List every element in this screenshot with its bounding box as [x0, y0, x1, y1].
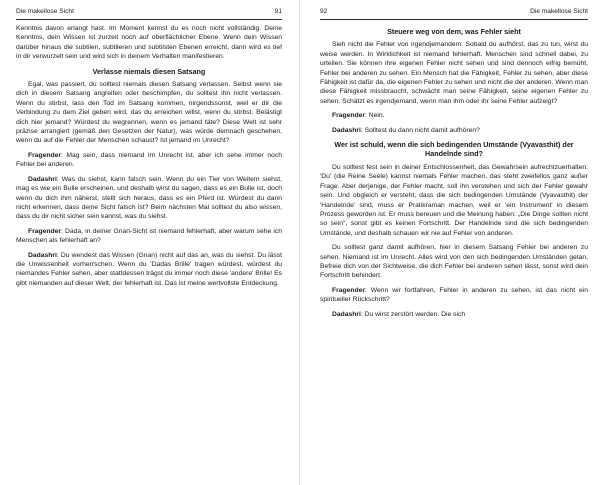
paragraph: Sieh nicht die Fehler von irgendjemandem. Sobald du aufhörst, das zu tun, wirst du weise werden. In Wirklichkeit ist niemand fehlerhaft. Menschen sind schnell dabei, zu urteilen. Sie können ihre eigenen Fehler nicht sehen und sind dennoch eifrig bemüht, Fehler bei anderen zu sehen. Ein Mensch hat die Fähigkeit, Fehler zu sehen, aber diese Fähigkeit ist dafür da, die eigenen Fehler zu sehen und nicht die der anderen. Wenn man diese Fähigkeit missbraucht, schwächt man seine Fähigkeit, seine eigenen Fehler zu sehen. Schätzt es irgendjemand, wenn man ihm oder ihr seine Fehler aufzeigt? — [320, 41, 588, 105]
speaker-name: Dadashri — [28, 175, 57, 183]
paragraph: Egal, was passiert, du solltest niemals diesen Satsang verlassen. Selbst wenn sie dich in diesem Satsang angreifen oder beschimpfen, du solltest ihn nicht verlassen. Wenn du stirbst, lass den Tod im Satsang kommen, nirgendssonst, weil er dir die Verbindung zu dem Ziel geben wird, das du erreichen willst, wenn du stirbst. Belästigt dich hier jemand? Würdest du wegrennen, wenn es jemand täte? Diese Welt ist sehr präzise arrangiert (gemäß den Gesetzen der Natur), was würde demnach geschehen, wenn du auf die Fehler der Menschen schaust? Ist jemand im Unrecht? — [16, 81, 282, 145]
dialogue-line — [16, 151, 282, 170]
paragraph: Kenntnis davon erlangt hast. Im Moment kennst du es noch nicht vollständig. Deine Kenntnis, dein Wissen ist zurzeit noch auf oberflächlicher Ebene. Wenn dein Wissen darüber hinaus die subtilen, subtileren und subtilsten Ebenen erreicht, dann wird es tief in dir verwurzelt sein und wird sich in deinem Verhalten manifestieren. — [16, 25, 282, 61]
dialogue-line — [320, 310, 588, 319]
dialogue-text: : Mag sein, dass niemand im Unrecht ist, aber ich sehe immer noch Fehler bei anderen. — [16, 151, 282, 169]
paragraph: Du solltest fest sein in deiner Entschlossenheit, das Gewahrsein aufrechtzuerhalten: 'Du' (die Reine Seele) kannst niemals Fehler machen, das steht zweifellos ganz außer Frage. Aber derjenige, der Fehler macht, soll ihn verstehen und sich der Fehler gewahr sein. Und obgleich er versteht, dass die sich bedingenden Umstände (Vyavasthit) der 'Handelnde' sind, muss er Pratikraman machen, weil er 'ein Instrument' in diesem Prozess geworden ist. Er muss bereuen und die Meinung haben: „Die Dinge sollten nicht so sein", sonst gibt es keinen Fortschritt. Der Handelnde sind die sich bedingenden Umstände, und deshalb schauen wir nie auf Fehler von anderen. — [320, 163, 588, 237]
dialogue-line — [320, 126, 588, 135]
speaker-name: Dadashri — [332, 310, 361, 318]
dialogue-text: : Nein. — [365, 112, 385, 120]
page-number: 92 — [320, 8, 328, 15]
dialogue-text: : Dada, in deiner Gnan-Sicht ist niemand fehlerhaft, aber warum sehe ich Menschen als fehlerhaft an? — [16, 227, 282, 245]
dialogue-text: : Wenn wir fortfahren, Fehler in anderen zu sehen, ist das nicht ein spiritueller Rückschritt? — [320, 286, 588, 304]
section-heading: Wer ist schuld, wenn die sich bedingenden Umstände (Vyavasthit) der Handelnde sind? — [334, 140, 574, 159]
dialogue-line — [320, 286, 588, 305]
dialogue-line — [16, 251, 282, 289]
speaker-name: Dadashri — [332, 126, 361, 134]
right-page-header — [320, 8, 588, 24]
left-page-header — [16, 8, 282, 24]
right-page — [300, 0, 600, 485]
dialogue-line — [16, 227, 282, 246]
dialogue-text: : Du wirst zerstört werden. Die sich — [360, 310, 466, 318]
dialogue-text: : Solltest du dann nicht damit aufhören? — [360, 126, 480, 134]
paragraph: Du solltest ganz damit aufhören, hier in diesem Satsang Fehler bei anderen zu sehen. Niemand ist im Unrecht. Alles wird von den sich bedingenden Umständen getan. Befreie dich von der Sichtweise, die dich Fehler bei anderen sehen lässt, sonst wird dein Fortschritt behindert. — [320, 244, 588, 280]
dialogue-text: : Du wendest das Wissen (Gnan) nicht auf das an, was du siehst. Du lässt die Unwissenheit vorherrschen. Wenn du 'Dadas Brille' tragen würdest, würdest du niemandes Fehler sehen, aber stattdessen trägst du immer noch diese 'andere' Brille! Es gibt niemanden auf dieser Welt, der fehlerhaft ist. Das ist meine wertvollste Entdeckung. — [16, 251, 282, 287]
speaker-name: Fragender — [332, 286, 366, 294]
header-rule — [16, 19, 282, 20]
running-title: Die makellose Sicht — [16, 8, 74, 15]
speaker-name: Fragender — [332, 112, 366, 120]
header-rule — [320, 19, 588, 20]
speaker-name: Fragender — [28, 151, 62, 159]
dialogue-text: : Was du siehst, kann falsch sein. Wenn du ein Tier von Weitem siehst, mag es wie ein Bulle erscheinen, und deshalb wirst du sagen, dass es ein Bulle ist, doch wenn du dich ihm näherst, stellt sich heraus, dass es ein Pferd ist. Würdest du dann nicht erkennen, dass deine Sicht falsch ist? Beim nächsten Mal solltest du also wissen, dass du dir nicht sicher sein kannst, was du siehst. — [16, 175, 282, 221]
page-number: 91 — [274, 8, 282, 15]
dialogue-line — [320, 111, 588, 120]
running-title: Die makellose Sicht — [530, 8, 588, 15]
speaker-name: Fragender — [28, 227, 62, 235]
section-heading: Verlasse niemals diesen Satsang — [92, 66, 206, 76]
section-heading: Steuere weg von dem, was Fehler sieht — [387, 27, 521, 36]
dialogue-line — [16, 175, 282, 222]
speaker-name: Dadashri — [28, 251, 57, 259]
